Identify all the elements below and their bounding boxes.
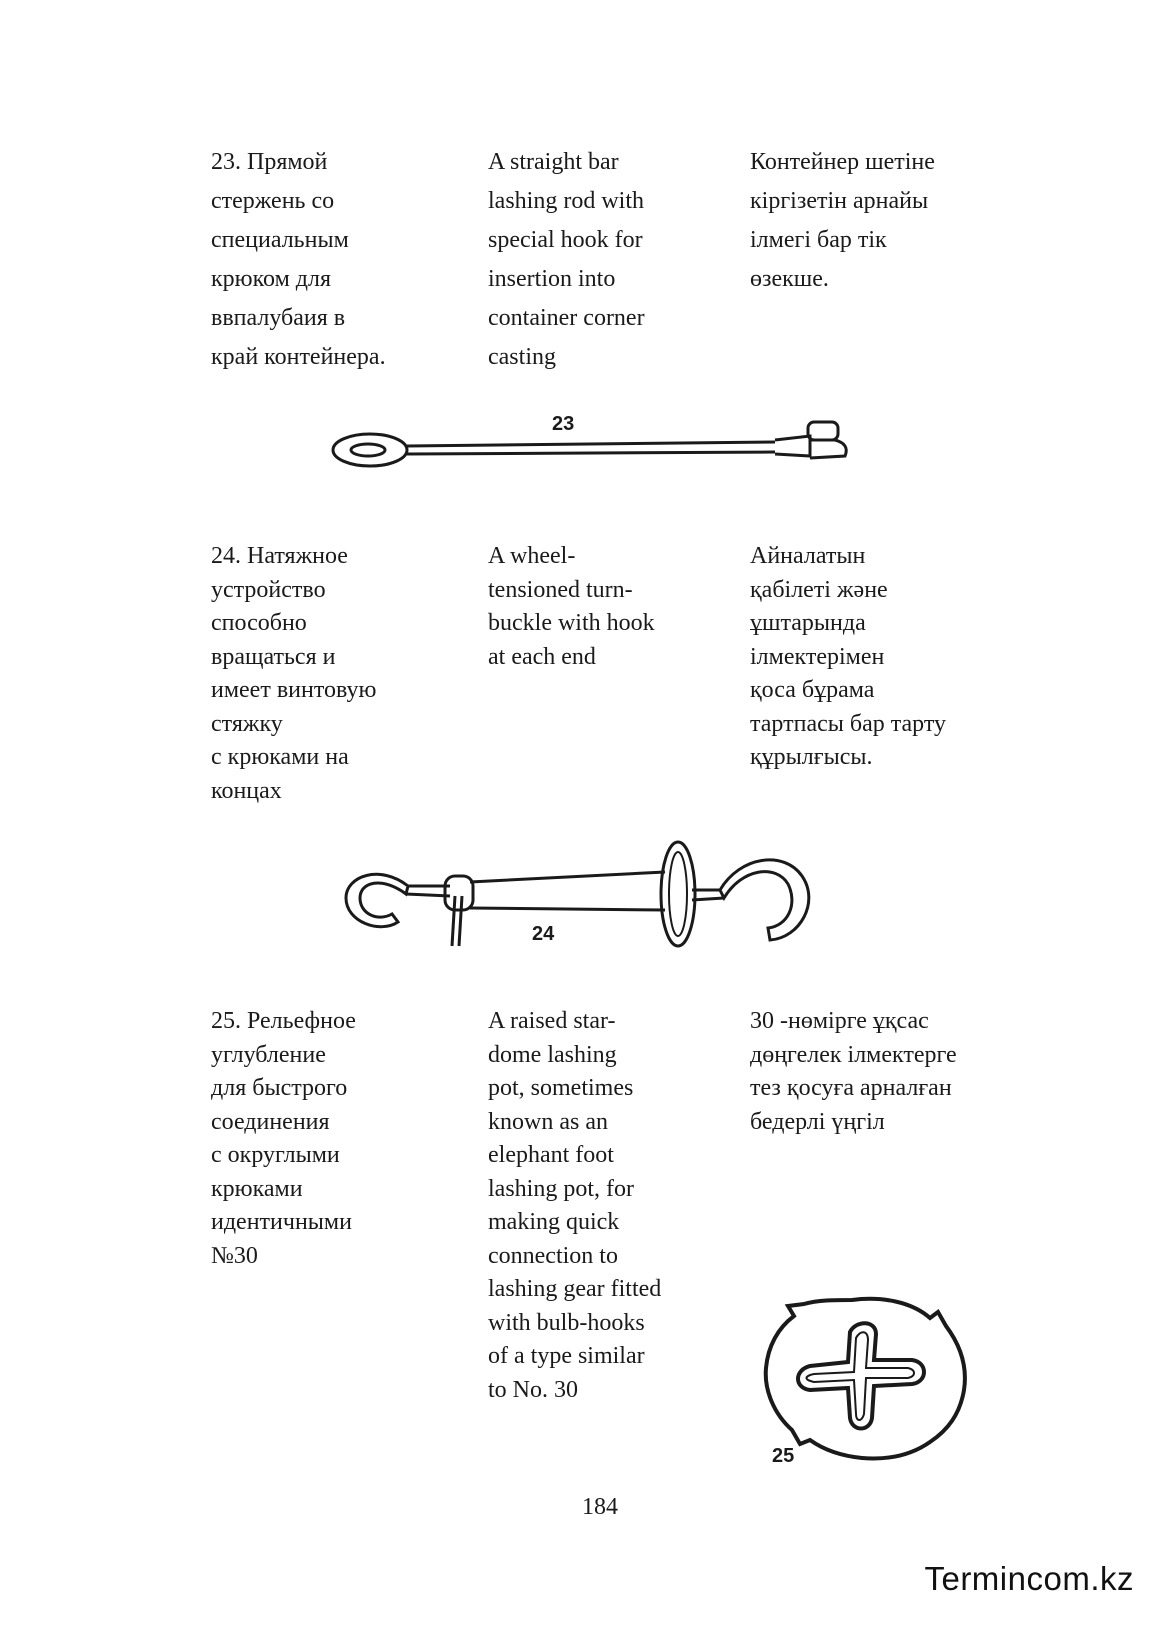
english-term: A wheel- tensioned turn- buckle with hook at each end [488, 543, 655, 670]
figure-label-24: 24 [532, 923, 555, 945]
kazakh-term: 30 -нөмірге ұқсас дөңгелек ілмектерге тез қосуға арналған бедерлі үңгіл [750, 1008, 957, 1135]
english-term: A straight bar lashing rod with special hook for insertion into container corner casting [488, 149, 645, 370]
russian-term: 23. Прямой стержень со специальным крюком для ввпалубаия в край контейнера. [211, 149, 386, 370]
turnbuckle-drawing-icon [340, 836, 820, 966]
lashing-pot-drawing-icon [752, 1290, 982, 1470]
page-number: 184 [582, 1494, 618, 1520]
figure-label-23: 23 [552, 413, 575, 435]
kazakh-term: Айналатын қабілеті және ұштарында ілмектерімен қоса бұрама тартпасы бар тарту құрылғысы. [750, 543, 947, 770]
russian-term: 24. Натяжное устройство способно вращаться и имеет винтовую стяжку с крюками на концах [211, 543, 377, 804]
figure-label-25: 25 [772, 1445, 795, 1467]
russian-term: 25. Рельефное углубление для быстрого соединения с округлыми крюками идентичными №30 [211, 1008, 356, 1269]
watermark-logo: Termincom.kz [924, 1560, 1134, 1597]
lashing-rod-drawing-icon [330, 412, 860, 472]
kazakh-term: Контейнер шетіне кіргізетін арнайы ілмегі бар тік өзекше. [750, 149, 935, 292]
english-term: A raised star- dome lashing pot, sometimes known as an elephant foot lashing pot, for making quick connection to lashing gear fitted with bulb-hooks of a type similar to No. 30 [488, 1008, 662, 1403]
